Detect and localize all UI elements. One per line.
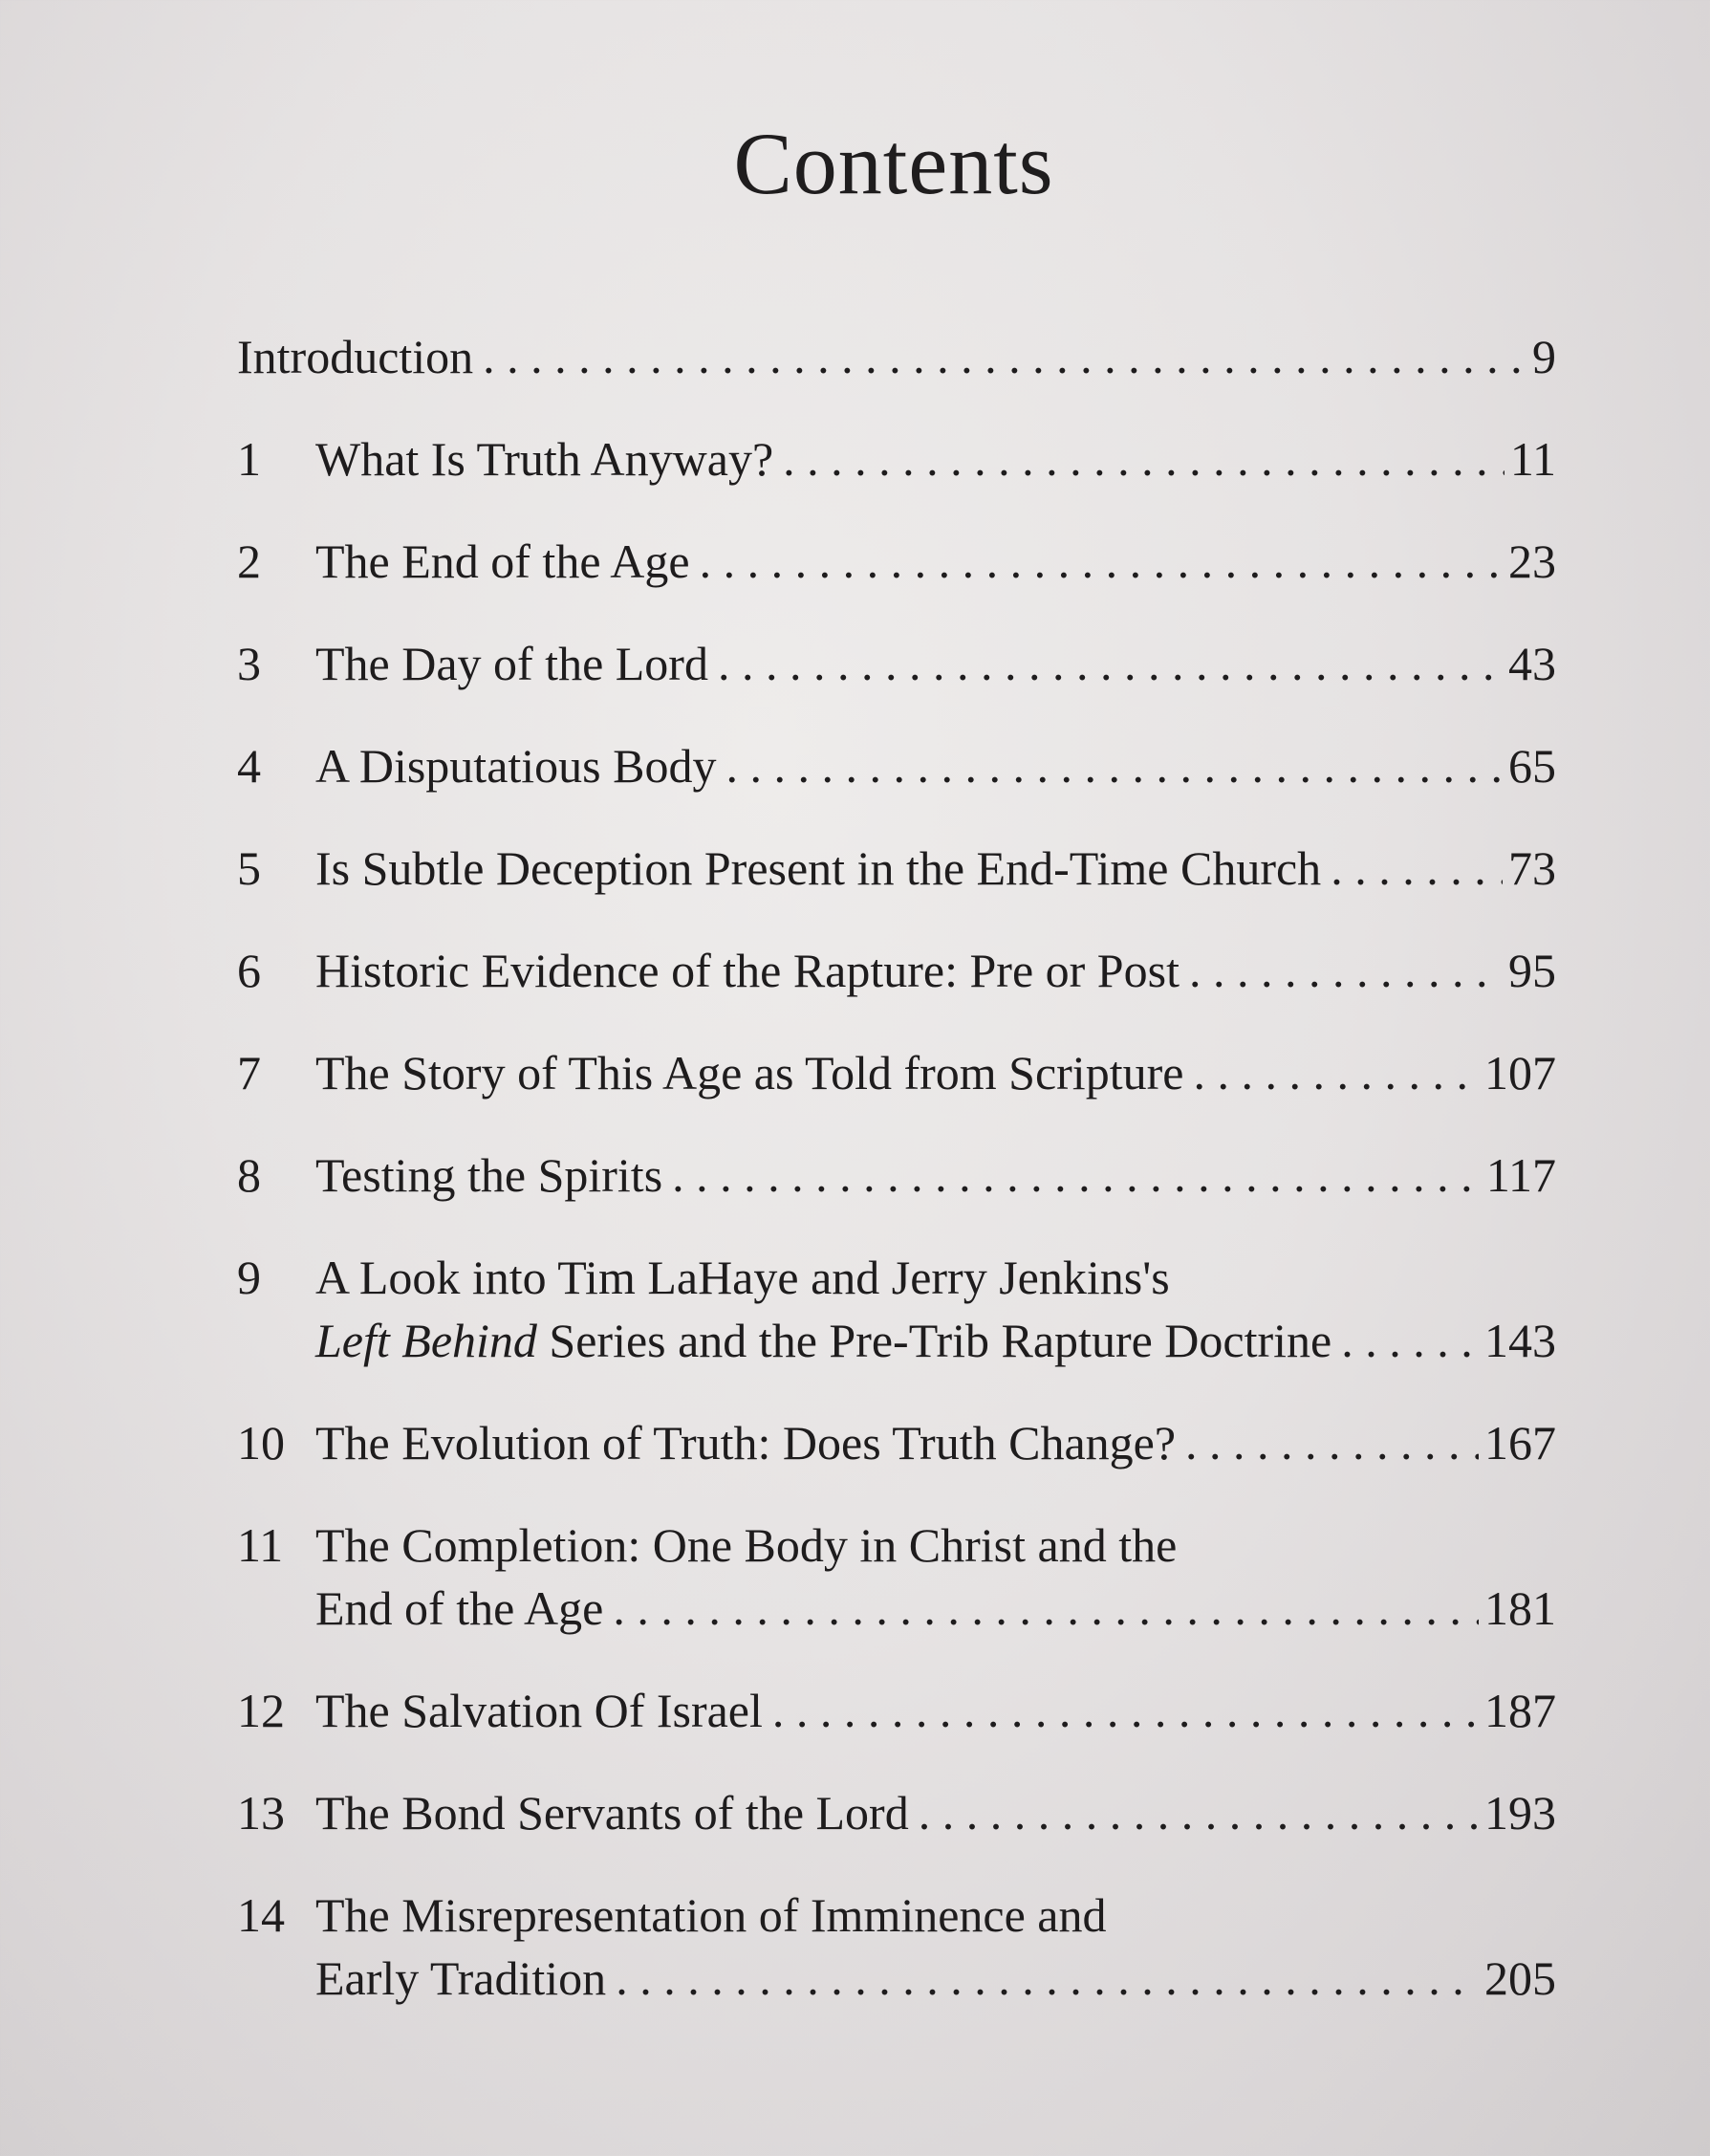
dot-leader (725, 734, 1503, 797)
page-number: 107 (1484, 1046, 1556, 1100)
toc-entry-chapter-8 (237, 1143, 1556, 1207)
dot-leader (772, 1679, 1479, 1742)
entry-title: The Bond Servants of the Lord (315, 1786, 909, 1840)
entry-title: Historic Evidence of the Rapture: Pre or Post (315, 944, 1180, 997)
page-number: 9 (1532, 330, 1556, 383)
chapter-number: 12 (237, 1684, 285, 1737)
series-title: Left Behind (315, 1314, 537, 1367)
page-number: 181 (1484, 1581, 1556, 1635)
dot-leader (616, 1947, 1479, 2010)
toc-entry-chapter-12 (237, 1679, 1556, 1742)
entry-title-line: The Completion: One Body in Christ and the (315, 1518, 1178, 1572)
chapter-number: 10 (237, 1416, 285, 1470)
entry-title: Left Behind Series and the Pre-Trib Rapture Doctrine (315, 1314, 1332, 1367)
dot-leader (1193, 1041, 1479, 1104)
chapter-number: 1 (237, 432, 261, 486)
table-of-contents (237, 325, 1556, 2010)
dot-leader (483, 325, 1526, 388)
toc-entry-chapter-13 (237, 1781, 1556, 1844)
entry-title: Is Subtle Deception Present in the End-Time Church (315, 841, 1322, 895)
page-number: 167 (1484, 1416, 1556, 1470)
toc-entry-chapter-7 (237, 1041, 1556, 1104)
chapter-number: 8 (237, 1148, 261, 1202)
chapter-number: 6 (237, 944, 261, 997)
toc-entry-chapter-10 (237, 1411, 1556, 1474)
page-number: 95 (1508, 944, 1556, 997)
dot-leader (700, 530, 1503, 593)
page-title: Contents (733, 115, 1054, 212)
page-number: 43 (1508, 637, 1556, 690)
page-number: 11 (1509, 432, 1556, 486)
page-number: 117 (1485, 1148, 1556, 1202)
toc-entry-chapter-6 (237, 939, 1556, 1002)
page-number: 73 (1508, 841, 1556, 895)
toc-entry-chapter-1 (237, 427, 1556, 490)
chapter-number: 5 (237, 841, 261, 895)
entry-title: A Disputatious Body (315, 739, 717, 793)
chapter-number: 7 (237, 1046, 261, 1100)
entry-title: The Story of This Age as Told from Scripture (315, 1046, 1184, 1100)
entry-title-line: The Misrepresentation of Imminence and (315, 1888, 1107, 1942)
page-number: 65 (1508, 739, 1556, 793)
toc-entry-chapter-3 (237, 632, 1556, 695)
dot-leader (1189, 939, 1503, 1002)
page-number: 143 (1484, 1314, 1556, 1367)
entry-title-line: A Look into Tim LaHaye and Jerry Jenkins's (315, 1251, 1170, 1304)
entry-title: The End of the Age (315, 534, 690, 588)
chapter-number: 14 (237, 1888, 285, 1942)
toc-entry-chapter-9 (237, 1246, 1556, 1372)
chapter-number: 3 (237, 637, 261, 690)
page-number: 187 (1484, 1684, 1556, 1737)
toc-entry-chapter-5 (237, 837, 1556, 900)
dot-leader (672, 1143, 1481, 1207)
toc-entry-chapter-2 (237, 530, 1556, 593)
toc-entry-chapter-4 (237, 734, 1556, 797)
dot-leader (613, 1577, 1479, 1640)
entry-title: The Evolution of Truth: Does Truth Change? (315, 1416, 1177, 1470)
dot-leader (919, 1781, 1479, 1844)
toc-entry-chapter-11 (237, 1514, 1556, 1640)
page-number: 205 (1484, 1951, 1556, 2005)
dot-leader (1331, 837, 1503, 900)
dot-leader (1341, 1309, 1479, 1372)
chapter-number: 9 (237, 1251, 261, 1304)
chapter-number: 13 (237, 1786, 285, 1840)
entry-title: The Day of the Lord (315, 637, 708, 690)
entry-title: Testing the Spirits (315, 1148, 663, 1202)
entry-title: End of the Age (315, 1581, 604, 1635)
dot-leader (783, 427, 1504, 490)
entry-title: Introduction (237, 330, 474, 383)
entry-title: What Is Truth Anyway? (315, 432, 774, 486)
dot-leader (718, 632, 1503, 695)
dot-leader (1185, 1411, 1479, 1474)
chapter-number: 11 (237, 1518, 284, 1572)
page-number: 193 (1484, 1786, 1556, 1840)
toc-entry-chapter-14 (237, 1884, 1556, 2010)
page-number: 23 (1508, 534, 1556, 588)
entry-title: The Salvation Of Israel (315, 1684, 763, 1737)
chapter-number: 4 (237, 739, 261, 793)
toc-entry-introduction (237, 325, 1556, 388)
entry-title: Early Tradition (315, 1951, 607, 2005)
chapter-number: 2 (237, 534, 261, 588)
